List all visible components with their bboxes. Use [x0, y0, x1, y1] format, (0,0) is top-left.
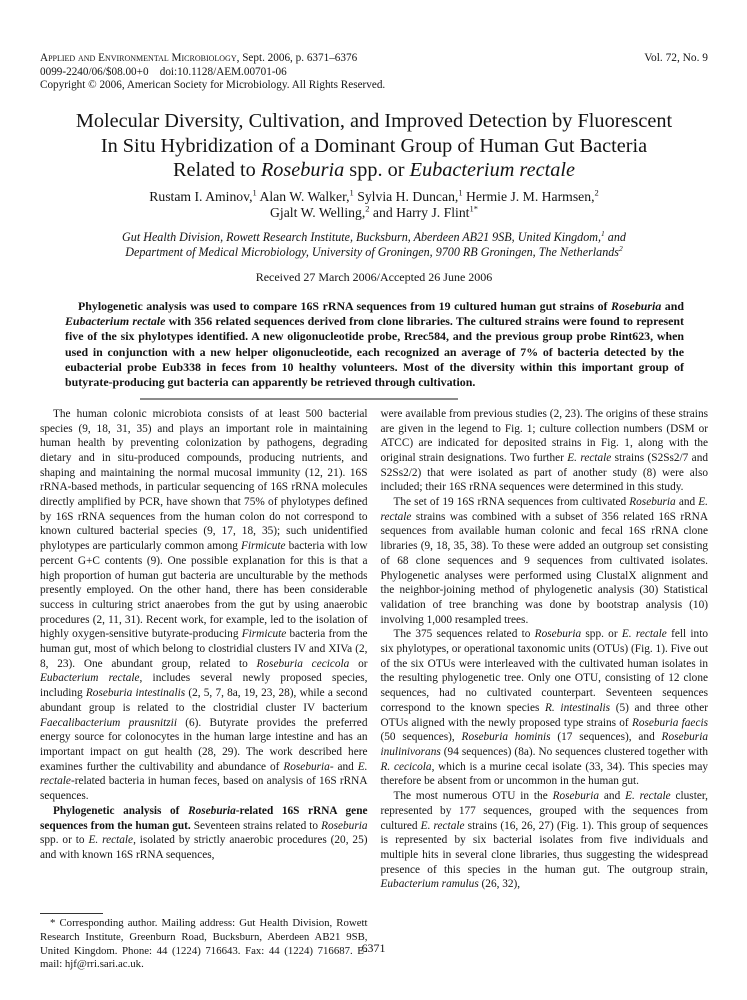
issn-doi-line: 0099-2240/06/$08.00+0 doi:10.1128/AEM.00701-06 — [40, 65, 287, 78]
received-dates: Received 27 March 2006/Accepted 26 June 2006 — [255, 270, 493, 285]
title-line-1: Molecular Diversity, Cultivation, and Improved Detection by Fluorescent — [75, 110, 673, 133]
abstract-divider-rule — [140, 398, 458, 400]
masthead-left — [40, 52, 385, 93]
left-column-text — [40, 407, 368, 863]
page-number: 6371 — [361, 941, 386, 955]
right-column — [381, 407, 709, 972]
journal-line: Applied and Environmental Microbiology, Sept. 2006, p. 6371–6376 — [40, 52, 358, 64]
right-column-text — [381, 407, 709, 892]
body-paragraph: The most numerous OTU in the Roseburia and E. rectale cluster, represented by 177 sequences, grouped with the sequences from cultured E. rectale strains (16, 26, 27) (Fig. 1). This group of sequences is represented by six bacterial isolates from five individuals and multiple hits in several clone libraries, thus suggesting the widespread presence of this species in the human gut. The outgroup strain, Eubacterium ramulus (26, 32), — [380, 790, 708, 891]
article-title — [40, 109, 708, 183]
author-line-2: Gjalt W. Welling,$^2$ and Harry J. Flint$^{1*}$ — [270, 203, 478, 221]
title-line-2: In Situ Hybridization of a Dominant Group of Human Gut Bacteria — [100, 134, 648, 157]
body-paragraph: The human colonic microbiota consists of at least 500 bacterial species (9, 18, 31, 35) and plays an important role in maintaining human health by preventing colonization by pathogens, degrading dietary and in situ-produced compounds, producing nutrients, and shaping and maintaining the normal mucosal immunity (12, 21). 16S rRNA-based methods, in particular sequencing of 16S rRNA molecules directly amplified by PCR, have shown that 75% of phylotypes defined by 16S rRNA sequences from the human colon do not correspond to known cultured bacterial species (9, 17, 18, 35); such unidentified phylotypes are particularly common among Firmicute bacteria with low percent G+C contents (9). One possible explanation for this is that a high proportion of human gut bacteria are unculturable by the methods presently employed. On the other hand, there has been considerable success in culturing strict anaerobes from the gut by using anaerobic procedures (2, 11, 31). Recent work, for example, led to the isolation of highly oxygen-sensitive butyrate-producing Firmicute bacteria from the human gut, most of which belong to clostridial clusters IV and XIVa (2, 8, 23). One abundant group, related to Roseburia cecicola or Eubacterium rectale, includes several newly proposed species, including Roseburia intestinalis (2, 5, 7, 8a, 19, 23, 28), while a second abundant group is related to the clostridial cluster IV bacterium Faecalibacterium prausnitzii (6). Butyrate provides the preferred energy source for colonocytes in the human large intestine and has an important impact on gut health (28, 29). The work described here examines further the cultivability and abundance of Roseburia- and E. rectale-related bacteria in human feces, based on analysis of 16S rRNA sequences. — [40, 407, 368, 803]
body-paragraph: Phylogenetic analysis of Roseburia-related 16S rRNA gene sequences from the human gut. Seventeen strains related to Roseburia spp. or to E. rectale, isolated by strictly anaerobic procedures (20, 25) and with known 16S rRNA sequences, — [40, 804, 368, 861]
title-line-3: Related to Roseburia spp. or Eubacterium rectale — [173, 159, 575, 182]
abstract: Phylogenetic analysis was used to compare 16S rRNA sequences from 19 cultured human gut strains of Roseburia and Eubacterium rectale with 356 related sequences derived from clone libraries. The cultured strains were found to represent five of the six phylotypes identified. A new oligonucleotide probe, Rrec584, and the previous group probe Rint623, when used in conjunction with a new helper oligonucleotide, each recognized an average of 7% of bacteria detected by the eubacterial probe Eub338 in feces from 10 healthy volunteers. Most of the diversity within this important group of butyrate-producing gut bacteria can apparently be retrieved through cultivation. — [65, 299, 684, 389]
copyright-line: Copyright © 2006, American Society for Microbiology. All Rights Reserved. — [40, 79, 386, 92]
footnote-rule — [40, 913, 103, 914]
affiliation-line-2: Department of Medical Microbiology, University of Groningen, 9700 RB Groningen, The Netherlands$^2$ — [125, 243, 623, 259]
affiliation-line-1: Gut Health Division, Rowett Research Institute, Bucksburn, Aberdeen AB21 9SB, United Kingdom,$^1$ and — [122, 229, 626, 245]
affiliations — [40, 230, 708, 259]
body-columns — [40, 407, 708, 972]
masthead — [40, 52, 708, 93]
footnote-text: * Corresponding author. Mailing address: Gut Health Division, Rowett Research Institute, Greenburn Road, Bucksburn, Aberdeen AB21 9SB, United Kingdom. Phone: 44 (1224) 716643. Fax: 44 (1224) 716687. E-mail: hjf@rri.sari.ac.uk. — [40, 917, 368, 971]
body-paragraph: were available from previous studies (2, 23). The origins of these strains are given in the legend to Fig. 1; culture collection numbers (DSM or ATCC) are indicated for deposited strains in Fig. 1, along with the original strain designations. Two further E. rectale strains (S2Ss2/7 and S2Ss2/2) that were isolated as part of another study (8) were also included; their 16S rRNA sequences were determined in this study. — [380, 407, 708, 494]
left-column — [40, 407, 368, 972]
author-list — [40, 189, 708, 222]
body-paragraph: The 375 sequences related to Roseburia spp. or E. rectale fell into six phylotypes, or operational taxonomic units (OTUs) (Fig. 1). Five out of the six OTUs were interleaved with the cultivated human isolates in the resulting phylogenetic tree. Only one OTU, consisting of 12 clone sequences, had no cultivated counterpart. Seventeen sequences correspond to the known species R. intestinalis (5) and three other OTUs aligned with the newly proposed type strains of Roseburia faecis (50 sequences), Roseburia hominis (17 sequences), and Roseburia inulinivorans (94 sequences) (8a). No sequences clustered together with R. cecicola, which is a murine cecal isolate (33, 34). This species may therefore be absent from or uncommon in the human gut. — [380, 628, 708, 788]
author-line-1: Rustam I. Aminov,$^1$ Alan W. Walker,$^1$ Sylvia H. Duncan,$^1$ Hermie J. M. Harmsen,$^2$ — [149, 187, 599, 204]
body-paragraph: The set of 19 16S rRNA sequences from cultivated Roseburia and E. rectale strains was combined with a subset of 356 related 16S rRNA sequences from available human colonic and fecal 16S rRNA clone libraries (9, 18, 35, 38). To these were added an outgroup set consisting of 68 clone sequences and 9 sequences from cultivated isolates. Phylogenetic analyses were performed using ClustalX alignment and the neighbor-joining method of phylogenetic analysis (30) Statistical validation of tree branching was done by bootstrap analysis (10) involving 1,000 resampled trees. — [380, 496, 708, 626]
volume-issue: Vol. 72, No. 9 — [644, 52, 708, 64]
